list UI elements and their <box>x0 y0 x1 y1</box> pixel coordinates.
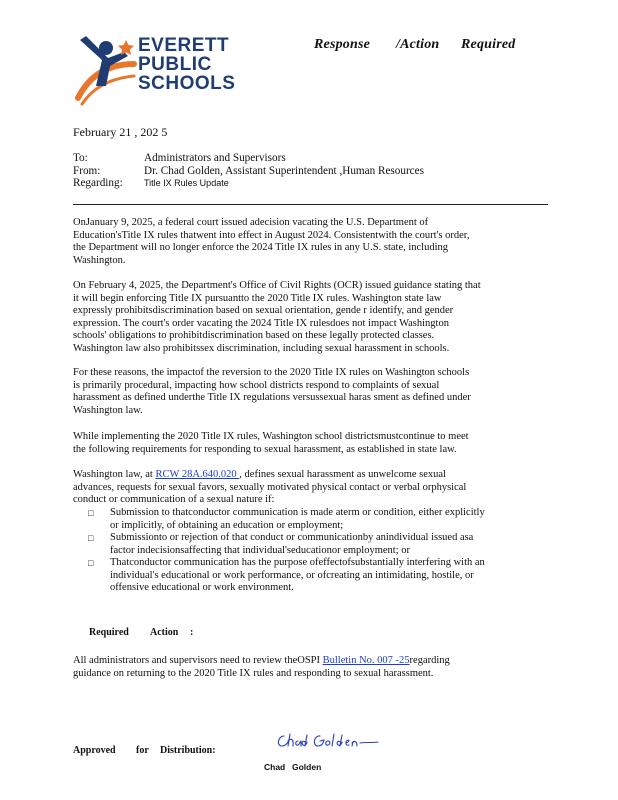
p1-line: Washington. <box>73 254 126 266</box>
regarding-value: Title IX Rules Update <box>144 178 229 188</box>
p4-line: While implementing the 2020 Title IX rules, Washington school districtsmustcontinue to meet <box>73 431 469 442</box>
list-item <box>88 507 548 532</box>
p3-line: is primarily procedural, impacting how school districts respond to complaints of sexual <box>73 379 440 391</box>
list-item-line: or implicitly, of obtaining an education or employment; <box>110 519 344 531</box>
header-action: /Action <box>396 37 440 52</box>
harassment-criteria-list <box>88 507 548 595</box>
handwritten-signature <box>274 730 384 752</box>
list-item <box>88 532 548 557</box>
distribution-word: Distribution: <box>160 745 216 756</box>
list-item-line: individual's educational or work performance, or ofcreating an intimidating, hostile, or <box>110 569 474 581</box>
p3-line: For these reasons, the impactof the reversion to the 2020 Title IX rules on Washington schools <box>73 367 470 378</box>
p2-line: Washington law also prohibitssex discrimination, including sexual harassment in schools. <box>73 342 450 354</box>
p5-line: advances, requests for sexual favors, sexually motivated physical contact or verbal orphysical <box>73 481 467 493</box>
p2-line: it will begin enforcing Title IX pursuantto the 2020 Title IX rules. Washington state law <box>73 292 442 304</box>
header-required: Required <box>461 37 516 52</box>
list-item-line: Thatconductor communication has the purpose ofeffectofsubstantially interfering with an <box>110 557 485 568</box>
to-row <box>73 152 553 165</box>
paragraph-1 <box>73 217 548 267</box>
regarding-label: Regarding: <box>73 177 123 189</box>
signature-last: Golden <box>292 762 322 772</box>
rcw-link[interactable]: RCW 28A.640.020 <box>155 469 240 480</box>
paragraph-5 <box>73 469 548 507</box>
signature-name <box>264 762 344 774</box>
p5-suffix: , defines sexual harassment as unwelcome sexual <box>239 469 447 480</box>
bullet-box-icon: □ <box>88 558 94 568</box>
paragraph-3 <box>73 367 548 417</box>
p5-line <box>73 469 548 482</box>
regarding-row <box>73 177 553 190</box>
action-word: Action <box>150 627 179 638</box>
p6-suffix: regarding <box>409 655 450 666</box>
p6-prefix: All administrators and supervisors need to review theOSPI <box>73 655 323 666</box>
signature-first: Chad <box>264 762 286 772</box>
list-item-line: factor indecisionsaffecting that individual'seducationor employment; or <box>110 544 410 556</box>
logo-word-public: PUBLIC <box>138 54 212 75</box>
p1-line: Education'sTitle IX rules thatwent into effect in August 2024. Consistentwith the court's order, <box>73 229 470 241</box>
p2-line: On February 4, 2025, the Department's Office of Civil Rights (OCR) issued guidance stating that <box>73 280 481 291</box>
p5-prefix: Washington law, at <box>73 469 156 480</box>
header-response: Response <box>314 37 371 52</box>
p3-line: harassment as defined underthe Title IX regulations versussexual haras sment as defined under <box>73 392 471 403</box>
p6-line: guidance on returning to the 2020 Title IX rules and responding to sexual harassment. <box>73 667 434 679</box>
to-value: Administrators and Supervisors <box>144 152 286 164</box>
p2-line: expression. The court's order vacating the 2024 Title IX rulesdoes not impact Washington <box>73 317 449 329</box>
p2-line: schools' obligations to prohibitdiscrimination based on these legally protected classes. <box>73 330 435 341</box>
paragraph-6 <box>73 655 548 680</box>
memo-header <box>0 37 618 57</box>
required-action-heading <box>89 627 289 641</box>
header-divider <box>73 204 548 205</box>
approved-for-distribution <box>73 745 273 759</box>
from-row <box>73 165 553 178</box>
to-label: To: <box>73 152 88 164</box>
bullet-box-icon: □ <box>88 508 94 518</box>
list-item-line: Submissionto or rejection of that conduct or communicationby anindividual issued asa <box>110 532 474 543</box>
p5-line: conduct or communication of a sexual nature if: <box>73 494 275 505</box>
p3-line: Washington law. <box>73 404 143 416</box>
paragraph-2 <box>73 280 548 355</box>
required-word: Required <box>89 627 129 638</box>
bullet-box-icon: □ <box>88 533 94 543</box>
p6-line <box>73 655 548 668</box>
memo-fields <box>73 152 553 190</box>
from-label: From: <box>73 164 101 177</box>
approved-word: Approved <box>73 745 116 756</box>
logo-word-schools: SCHOOLS <box>138 73 236 94</box>
p1-line: OnJanuary 9, 2025, a federal court issued adecision vacating the U.S. Department of <box>73 217 429 228</box>
p4-line: the following requirements for responding to sexual harassment, as established in state law. <box>73 443 457 455</box>
memo-date: February 21 , 202 5 <box>73 125 168 139</box>
action-colon: : <box>190 627 194 638</box>
list-item-line: Submission to thatconductor communication is made aterm or condition, either explicitly <box>110 507 485 518</box>
for-word: for <box>136 745 149 756</box>
p1-line: the Department will no longer enforce the 2024 Title IX rules in any U.S. state, including <box>73 242 449 253</box>
list-item <box>88 557 548 595</box>
from-value: Dr. Chad Golden, Assistant Superintendent ,Human Resources <box>144 164 424 177</box>
p2-line: expressly prohibitsdiscrimination based on sexual orientation, gende r identify, and gender <box>73 305 454 316</box>
logo-word-everett: EVERETT <box>138 35 230 56</box>
paragraph-4 <box>73 431 548 456</box>
ospi-bulletin-link[interactable]: Bulletin No. 007 -25 <box>322 655 410 666</box>
list-item-line: offensive educational or work environment. <box>110 582 294 593</box>
